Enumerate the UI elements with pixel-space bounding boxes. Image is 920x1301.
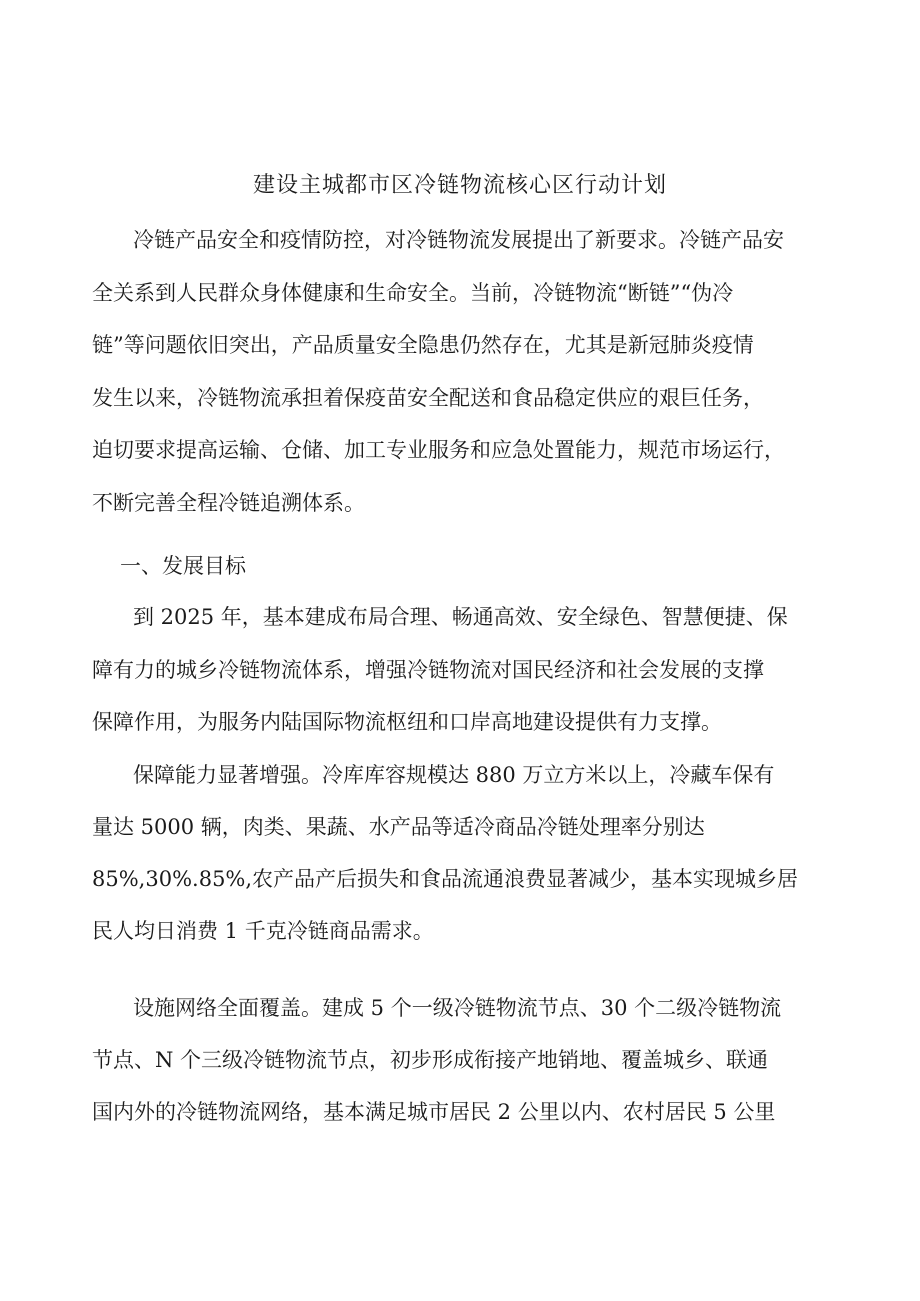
document-title: 建设主城都市区冷链物流核心区行动计划 bbox=[252, 173, 667, 198]
capacity-line-1: 保障能力显著增强。冷库库容规模达 880 万立方米以上，冷藏车保有 bbox=[133, 763, 775, 787]
capacity-line-3: 85%,30%.85%,农产品产后损失和食品流通浪费显著减少，基本实现城乡居 bbox=[92, 867, 799, 891]
intro-line-5: 迫切要求提高运输、仓储、加工专业服务和应急处置能力，规范市场运行， bbox=[92, 438, 785, 462]
network-line-2: 节点、N 个三级冷链物流节点，初步形成衔接产地销地、覆盖城乡、联通 bbox=[92, 1048, 769, 1072]
intro-line-1: 冷链产品安全和疫情防控，对冷链物流发展提出了新要求。冷链产品安 bbox=[133, 228, 784, 252]
capacity-line-2: 量达 5000 辆，肉类、果蔬、水产品等适冷商品冷链处理率分别达 bbox=[92, 815, 705, 839]
goal-line-1: 到 2025 年，基本建成布局合理、畅通高效、安全绿色、智慧便捷、保 bbox=[133, 605, 788, 629]
intro-line-4: 发生以来，冷链物流承担着保疫苗安全配送和食品稳定供应的艰巨任务， bbox=[92, 386, 764, 410]
capacity-line-4: 民人均日消费 1 千克冷链商品需求。 bbox=[92, 919, 434, 943]
goal-line-2: 障有力的城乡冷链物流体系，增强冷链物流对国民经济和社会发展的支撑 bbox=[92, 658, 764, 682]
intro-line-3: 链”等问题依旧突出，产品质量安全隐患仍然存在，尤其是新冠肺炎疫情 bbox=[92, 333, 754, 357]
section-heading-goals: 一、发展目标 bbox=[120, 554, 246, 578]
network-line-3: 国内外的冷链物流网络，基本满足城市居民 2 公里以内、农村居民 5 公里 bbox=[92, 1100, 776, 1124]
intro-line-2: 全关系到人民群众身体健康和生命安全。当前，冷链物流“断链”“伪冷 bbox=[92, 281, 734, 305]
network-line-1: 设施网络全面覆盖。建成 5 个一级冷链物流节点、30 个二级冷链物流 bbox=[133, 996, 782, 1020]
goal-line-3: 保障作用，为服务内陆国际物流枢纽和口岸高地建设提供有力支撑。 bbox=[92, 710, 722, 734]
intro-line-6: 不断完善全程冷链追溯体系。 bbox=[92, 491, 365, 515]
